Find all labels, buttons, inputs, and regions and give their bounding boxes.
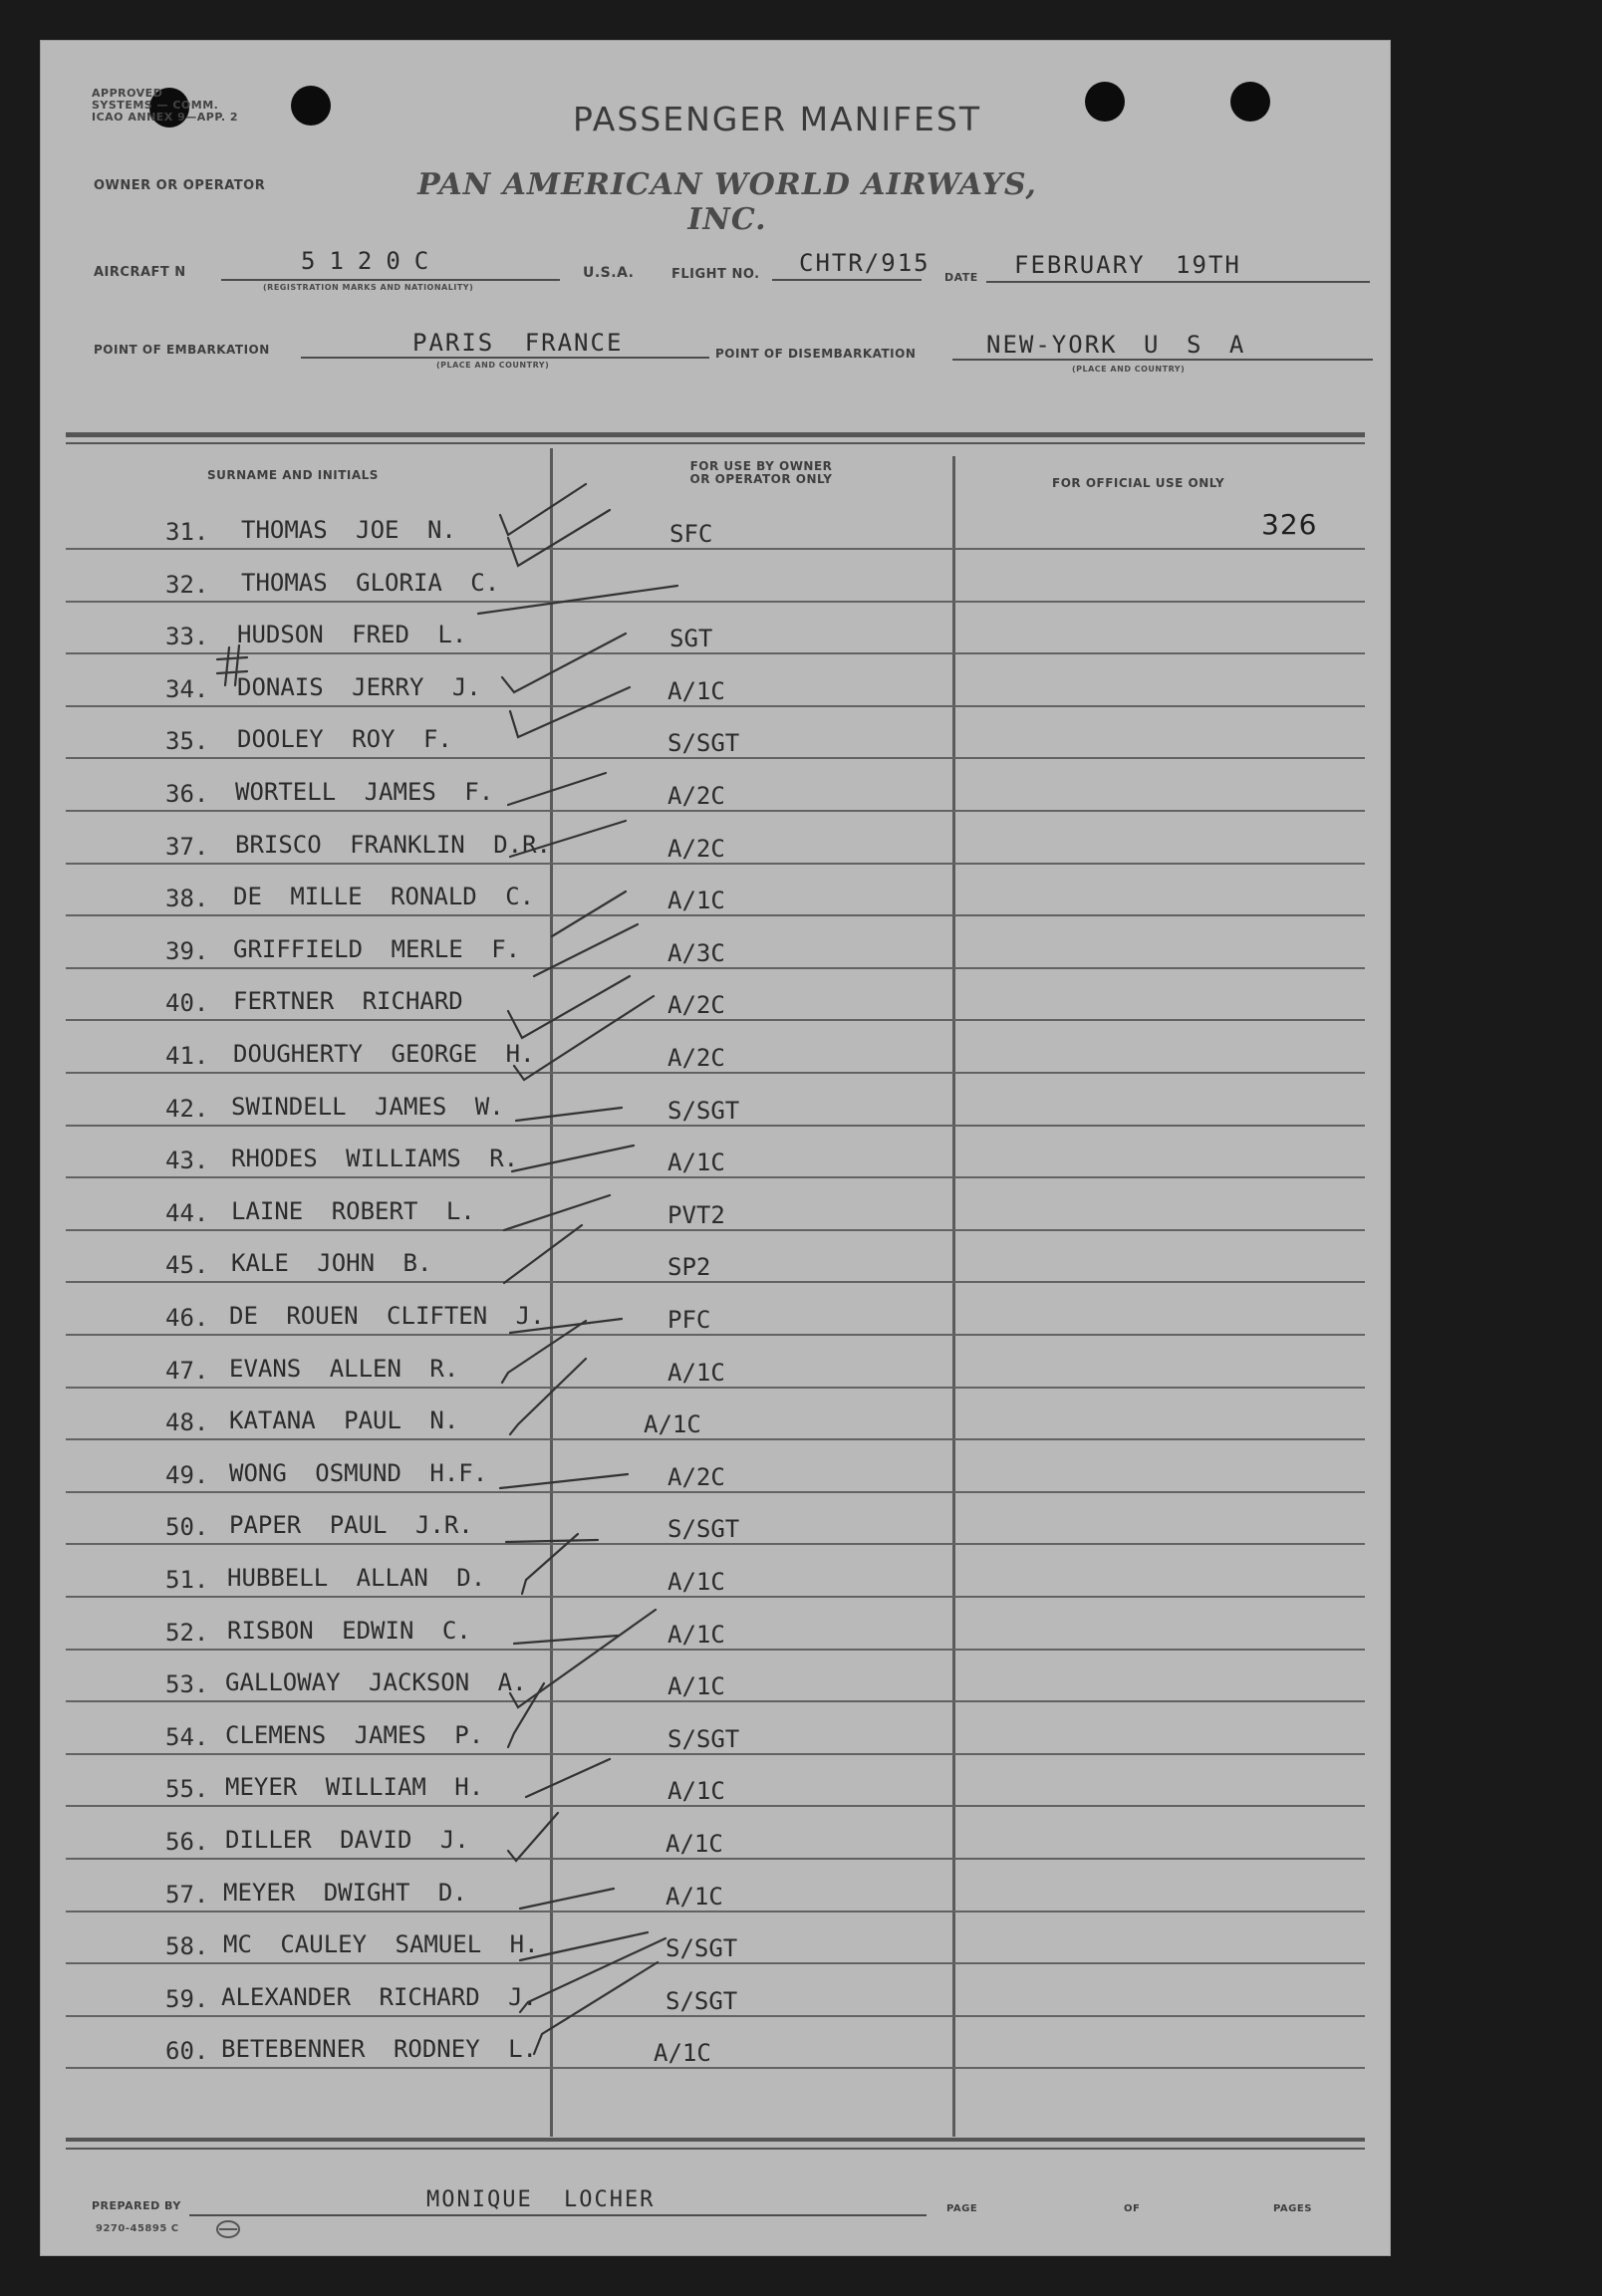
- owner-column-header: [662, 460, 861, 486]
- check-mark: [500, 1474, 628, 1488]
- passenger-number: 59.: [165, 1985, 209, 2013]
- passenger-name: DONAIS JERRY J.: [237, 673, 481, 701]
- passenger-rank: S/SGT: [668, 1515, 740, 1543]
- table-bottom-rule: [66, 2138, 1365, 2142]
- date-underline: [986, 281, 1370, 283]
- passenger-rank: PVT2: [668, 1201, 725, 1229]
- passenger-name: FERTNER RICHARD: [233, 987, 463, 1015]
- check-mark: [520, 1889, 614, 1909]
- passenger-name: BETEBENNER RODNEY L.: [221, 2035, 537, 2063]
- check-mark: [520, 1932, 648, 1960]
- passenger-number: 34.: [165, 675, 209, 703]
- passenger-rank: A/1C: [668, 887, 725, 914]
- prepared-value: MONIQUE LOCHER: [426, 2187, 656, 2212]
- passenger-name: HUBBELL ALLAN D.: [227, 1564, 486, 1592]
- row-rule: [66, 1543, 1365, 1545]
- passenger-number: 43.: [165, 1147, 209, 1174]
- passenger-number: 58.: [165, 1932, 209, 1960]
- passenger-number: 39.: [165, 937, 209, 965]
- row-rule: [66, 1176, 1365, 1178]
- passenger-rank: A/1C: [668, 1568, 725, 1596]
- row-rule: [66, 1072, 1365, 1074]
- passenger-name: RISBON EDWIN C.: [227, 1617, 471, 1645]
- passenger-number: 32.: [165, 571, 209, 599]
- row-rule: [66, 2067, 1365, 2069]
- row-rule: [66, 1491, 1365, 1493]
- row-rule: [66, 2015, 1365, 2017]
- row-rule: [66, 1858, 1365, 1860]
- check-mark: [520, 1938, 666, 2012]
- passenger-rank: S/SGT: [668, 1725, 740, 1753]
- owner-value: PAN AMERICAN WORLD AIRWAYS, INC.: [417, 167, 1037, 237]
- column-divider: [952, 456, 955, 2137]
- table-top-rule: [66, 432, 1365, 437]
- approval-stamp: [92, 88, 238, 124]
- passenger-rank: A/3C: [668, 939, 725, 967]
- passenger-number: 38.: [165, 885, 209, 912]
- row-rule: [66, 1596, 1365, 1598]
- row-rule: [66, 1125, 1365, 1127]
- check-mark: [508, 510, 610, 566]
- of-label: OF: [1124, 2203, 1141, 2214]
- passenger-rank: SP2: [668, 1253, 711, 1281]
- passenger-number: 31.: [165, 518, 209, 546]
- passenger-rank: A/2C: [668, 835, 725, 863]
- passenger-name: KALE JOHN B.: [231, 1249, 432, 1277]
- passenger-number: 55.: [165, 1775, 209, 1803]
- row-rule: [66, 705, 1365, 707]
- passenger-number: 44.: [165, 1199, 209, 1227]
- passenger-rank: A/1C: [668, 1621, 725, 1649]
- embark-label: POINT OF EMBARKATION: [94, 343, 270, 357]
- row-rule: [66, 1281, 1365, 1283]
- passenger-name: RHODES WILLIAMS R.: [231, 1145, 519, 1172]
- row-rule: [66, 757, 1365, 759]
- row-rule: [66, 601, 1365, 603]
- approval-line: SYSTEMS — COMM.: [92, 99, 219, 112]
- passenger-name: DE MILLE RONALD C.: [233, 883, 535, 910]
- flight-underline: [772, 279, 922, 281]
- check-mark: [510, 1610, 656, 1707]
- passenger-rank: A/2C: [668, 1044, 725, 1072]
- passenger-number: 47.: [165, 1357, 209, 1385]
- passenger-number: 33.: [165, 623, 209, 650]
- check-mark: [508, 976, 630, 1038]
- passenger-number: 56.: [165, 1828, 209, 1856]
- pages-label: PAGES: [1273, 2203, 1312, 2214]
- passenger-rank: A/1C: [668, 1359, 725, 1387]
- passenger-name: CLEMENS JAMES P.: [225, 1721, 484, 1749]
- passenger-name: PAPER PAUL J.R.: [229, 1511, 473, 1539]
- passenger-number: 57.: [165, 1881, 209, 1909]
- passenger-name: DOUGHERTY GEORGE H.: [233, 1040, 535, 1068]
- check-mark: [514, 996, 654, 1080]
- check-mark: [502, 634, 626, 692]
- row-rule: [66, 1911, 1365, 1913]
- column-divider: [550, 448, 553, 2137]
- passenger-name: BRISCO FRANKLIN D.R.: [235, 831, 551, 859]
- passenger-rank: A/1C: [666, 1883, 723, 1911]
- punch-hole: [1085, 82, 1125, 122]
- row-rule: [66, 1334, 1365, 1336]
- passenger-number: 49.: [165, 1461, 209, 1489]
- aircraft-underline: [221, 279, 560, 281]
- row-rule: [66, 652, 1365, 654]
- row-rule: [66, 1805, 1365, 1807]
- passenger-name: WONG OSMUND H.F.: [229, 1459, 488, 1487]
- passenger-name: MEYER WILLIAM H.: [225, 1773, 484, 1801]
- passenger-number: 60.: [165, 2037, 209, 2065]
- embark-underline: [301, 357, 709, 359]
- passenger-rank: A/2C: [668, 782, 725, 810]
- manifest-sheet: [40, 40, 1391, 2256]
- passenger-rank: S/SGT: [668, 729, 740, 757]
- prepared-label: PREPARED BY: [92, 2199, 181, 2212]
- passenger-name: WORTELL JAMES F.: [235, 778, 494, 806]
- date-label: DATE: [944, 271, 978, 284]
- disembark-label: POINT OF DISEMBARKATION: [715, 347, 917, 361]
- passenger-name: MEYER DWIGHT D.: [223, 1879, 467, 1907]
- check-mark: [516, 1108, 622, 1121]
- flight-value: CHTR/915: [799, 249, 931, 277]
- row-rule: [66, 967, 1365, 969]
- passenger-rank: S/SGT: [666, 1934, 738, 1962]
- passenger-name: GALLOWAY JACKSON A.: [225, 1668, 527, 1696]
- flight-label: FLIGHT NO.: [671, 267, 760, 282]
- owner-label: OWNER OR OPERATOR: [94, 178, 266, 193]
- disembark-sub: (PLACE AND COUNTRY): [1072, 365, 1186, 374]
- row-rule: [66, 863, 1365, 865]
- passenger-number: 53.: [165, 1670, 209, 1698]
- passenger-name: HUDSON FRED L.: [237, 621, 467, 648]
- row-rule: [66, 1019, 1365, 1021]
- passenger-name: SWINDELL JAMES W.: [231, 1093, 504, 1121]
- passenger-rank: A/1C: [644, 1410, 701, 1438]
- passenger-rank: A/1C: [668, 1777, 725, 1805]
- passenger-number: 46.: [165, 1304, 209, 1332]
- passenger-number: 40.: [165, 989, 209, 1017]
- row-rule: [66, 1753, 1365, 1755]
- passenger-number: 36.: [165, 780, 209, 808]
- passenger-number: 37.: [165, 833, 209, 861]
- punch-hole: [291, 86, 331, 126]
- check-mark: [508, 773, 606, 805]
- official-note: 326: [1261, 508, 1318, 541]
- passenger-name: DILLER DAVID J.: [225, 1826, 469, 1854]
- passenger-number: 35.: [165, 727, 209, 755]
- table-bottom-rule: [66, 2148, 1365, 2150]
- passenger-name: GRIFFIELD MERLE F.: [233, 935, 521, 963]
- check-mark: [510, 687, 630, 737]
- check-mark: [514, 1636, 618, 1644]
- passenger-name: DE ROUEN CLIFTEN J.: [229, 1302, 545, 1330]
- name-column-header: SURNAME AND INITIALS: [207, 468, 379, 482]
- passenger-rank: A/1C: [654, 2039, 711, 2067]
- row-rule: [66, 1649, 1365, 1651]
- passenger-name: EVANS ALLEN R.: [229, 1355, 459, 1383]
- passenger-rank: A/2C: [668, 1463, 725, 1491]
- table-top-rule: [66, 442, 1365, 444]
- passenger-rank: S/SGT: [668, 1097, 740, 1125]
- check-mark: [526, 1759, 610, 1797]
- passenger-name: THOMAS GLORIA C.: [241, 569, 500, 597]
- form-title: PASSENGER MANIFEST: [572, 100, 982, 138]
- row-rule: [66, 1962, 1365, 1964]
- aircraft-sub: (REGISTRATION MARKS AND NATIONALITY): [263, 283, 474, 292]
- check-mark: [512, 1146, 634, 1171]
- nationality: U.S.A.: [583, 265, 635, 281]
- prepared-underline: [189, 2214, 927, 2216]
- passenger-rank: A/1C: [668, 677, 725, 705]
- passenger-name: KATANA PAUL N.: [229, 1406, 459, 1434]
- approval-line: ICAO ANNEX 9—APP. 2: [92, 111, 239, 124]
- date-value: FEBRUARY 19TH: [1014, 251, 1241, 279]
- disembark-underline: [952, 359, 1373, 361]
- passenger-number: 42.: [165, 1095, 209, 1123]
- embark-value: PARIS FRANCE: [412, 329, 624, 357]
- row-rule: [66, 1229, 1365, 1231]
- check-mark: [502, 1321, 586, 1383]
- aircraft-label: AIRCRAFT N: [94, 265, 186, 280]
- check-mark: [504, 1195, 610, 1230]
- punch-hole: [1230, 82, 1270, 122]
- passenger-number: 50.: [165, 1513, 209, 1541]
- aircraft-value: 5120C: [301, 247, 443, 275]
- passenger-rank: PFC: [668, 1306, 711, 1334]
- row-rule: [66, 914, 1365, 916]
- official-column-header: FOR OFFICIAL USE ONLY: [1052, 476, 1225, 490]
- passenger-number: 54.: [165, 1723, 209, 1751]
- passenger-number: 51.: [165, 1566, 209, 1594]
- check-mark: [504, 1225, 582, 1283]
- owner-column-header-line: OR OPERATOR ONLY: [689, 472, 833, 486]
- passenger-rank: SGT: [669, 625, 713, 652]
- row-rule: [66, 548, 1365, 550]
- row-rule: [66, 810, 1365, 812]
- page-label: PAGE: [946, 2203, 978, 2214]
- row-rule: [66, 1700, 1365, 1702]
- passenger-number: 41.: [165, 1042, 209, 1070]
- check-mark: [478, 586, 677, 614]
- approval-line: APPROVED: [92, 87, 163, 100]
- passenger-name: THOMAS JOE N.: [241, 516, 456, 544]
- passenger-rank: A/1C: [668, 1672, 725, 1700]
- passenger-name: LAINE ROBERT L.: [231, 1197, 475, 1225]
- passenger-rank: A/2C: [668, 991, 725, 1019]
- passenger-name: DOOLEY ROY F.: [237, 725, 452, 753]
- passenger-number: 48.: [165, 1408, 209, 1436]
- row-rule: [66, 1387, 1365, 1389]
- passenger-name: MC CAULEY SAMUEL H.: [223, 1930, 539, 1958]
- check-mark: [500, 484, 586, 535]
- owner-column-header-line: FOR USE BY OWNER: [689, 459, 833, 473]
- passenger-rank: A/1C: [668, 1148, 725, 1176]
- passenger-number: 52.: [165, 1619, 209, 1647]
- form-code: 9270-45895 C: [96, 2223, 179, 2234]
- embark-sub: (PLACE AND COUNTRY): [436, 361, 550, 370]
- union-label-icon: [215, 2219, 241, 2239]
- passenger-rank: A/1C: [666, 1830, 723, 1858]
- passenger-number: 45.: [165, 1251, 209, 1279]
- passenger-rank: S/SGT: [666, 1987, 738, 2015]
- passenger-name: ALEXANDER RICHARD J.: [221, 1983, 537, 2011]
- row-rule: [66, 1438, 1365, 1440]
- passenger-rank: SFC: [669, 520, 713, 548]
- check-mark: [510, 1359, 586, 1434]
- disembark-value: NEW-YORK U S A: [986, 331, 1246, 359]
